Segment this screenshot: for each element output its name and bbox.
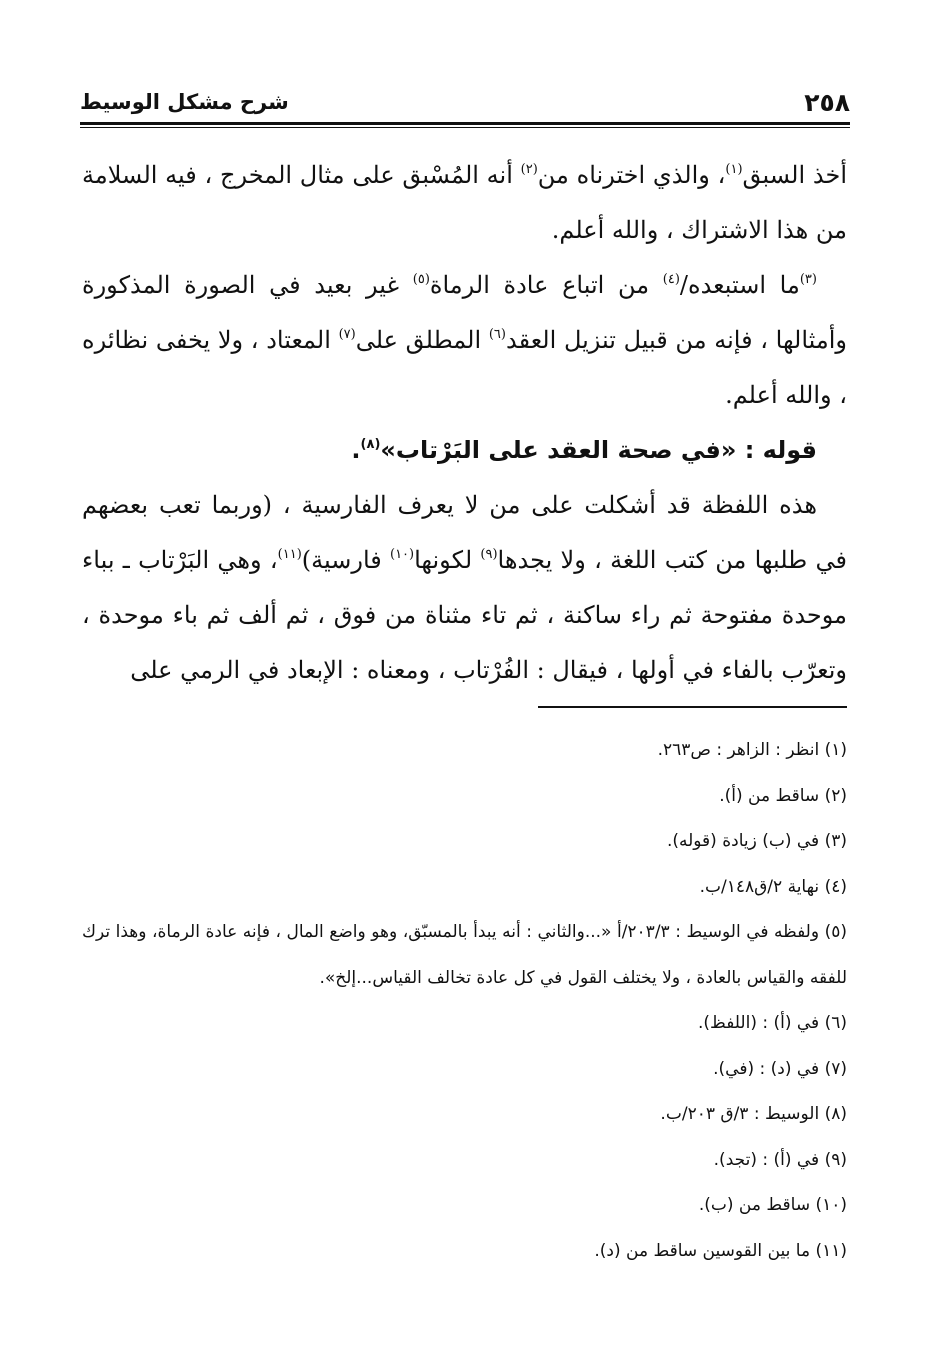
footnote-5: (٥) ولفظه في الوسيط : ٢٠٣/٣/أ «...والثاني : أنه يبدأ بالمسبّق، وهو واضع المال ، فإنه عادة الرماة، وهذا ترك للفقه والقياس بالعادة ، ولا يختلف القول في كل عادة تخالف القياس...إلخ».: [82, 922, 848, 988]
footnote-ref: (٤): [662, 272, 680, 287]
paragraph-text: فارسية): [301, 546, 390, 574]
paragraph-text: أنه المُسْبق على مثال المخرج ، فيه السلامة من هذا الاشتراك ، والله أعلم.: [82, 161, 847, 244]
heading-text: قوله : «في صحة العقد على البَرْتاب»: [380, 436, 817, 464]
page-header: [80, 88, 850, 122]
paragraph-text: لكونها: [414, 546, 481, 574]
heading-text: .: [351, 436, 361, 464]
footnote-2: (٢) ساقط من (أ).: [719, 785, 847, 806]
section-heading: [82, 423, 847, 478]
paragraph-4: [82, 478, 847, 698]
header-rule-thick: [80, 122, 850, 125]
footnotes: [82, 728, 847, 1274]
paragraph-text: من اتباع عادة الرماة: [429, 271, 663, 299]
footnote-ref: (٨): [360, 437, 381, 452]
footnote-4: (٤) نهاية ٢/ق١٤٨/ب.: [699, 876, 847, 897]
footnote-ref: (٧): [338, 327, 356, 342]
footnote-10: (١٠) ساقط من (ب).: [698, 1195, 847, 1215]
paragraph-text: ، والذي اخترناه من: [537, 161, 726, 189]
paragraph-text: أخذ السبق: [742, 161, 848, 189]
paragraph-1: [82, 148, 847, 258]
footnote-8: (٨) الوسيط : ٣/ق ٢٠٣/ب.: [660, 1104, 847, 1124]
paragraph-text: ، وهي البَرْتاب ـ بباء موحدة مفتوحة ثم راء ساكنة ، ثم تاء مثناة من فوق ، ثم ألف ثم باء موحدة ، وتعرّب بالفاء في أولها ، فيقال : الفُرْتاب ، ومعناه : الإبعاد في الرمي على: [82, 546, 848, 684]
footnote-11: (١١) ما بين القوسين ساقط من (د).: [594, 1240, 847, 1261]
footnote-ref: (٩): [480, 547, 498, 562]
footnote-9: (٩) في (أ) : (تجد).: [713, 1149, 847, 1170]
paragraph-text: ما استبعده/: [679, 271, 800, 299]
footnote-ref: (٦): [488, 327, 506, 342]
paragraph-text: هذه اللفظة قد أشكلت على من لا يعرف الفارسية ، (وربما تعب بعضهم في طلبها من كتب اللغة ، ولا يجدها: [82, 491, 847, 574]
page-number: ٢٥٨: [804, 88, 850, 117]
footnote-ref: (١): [725, 162, 743, 177]
footnote-separator: [538, 706, 847, 708]
footnote-ref: (١١): [277, 547, 302, 562]
paragraph-text: المعتاد ، ولا يخفى نظائره ، والله أعلم.: [82, 326, 847, 409]
header-rule-thin: [80, 127, 850, 128]
footnote-1: (١) انظر : الزاهر : ص٢٦٣.: [657, 740, 847, 760]
running-title: شرح مشكل الوسيط: [80, 90, 289, 114]
paragraph-text: المطلق على: [355, 326, 489, 354]
footnote-3: (٣) في (ب) زيادة (قوله).: [666, 831, 847, 851]
footnote-ref: (٢): [520, 162, 538, 177]
paragraph-text: غير بعيد في الصورة المذكورة وأمثالها ، فإنه من قبيل تنزيل العقد: [82, 271, 848, 354]
main-text: [82, 148, 847, 698]
paragraph-2: [82, 258, 847, 423]
footnote-ref: (١٠): [389, 547, 415, 562]
footnote-ref: (٣): [799, 272, 817, 287]
footnote-7: (٧) في (د) : (في).: [713, 1058, 847, 1079]
footnote-ref: (٥): [412, 272, 430, 287]
footnote-6: (٦) في (أ) : (اللفظ).: [698, 1013, 847, 1033]
